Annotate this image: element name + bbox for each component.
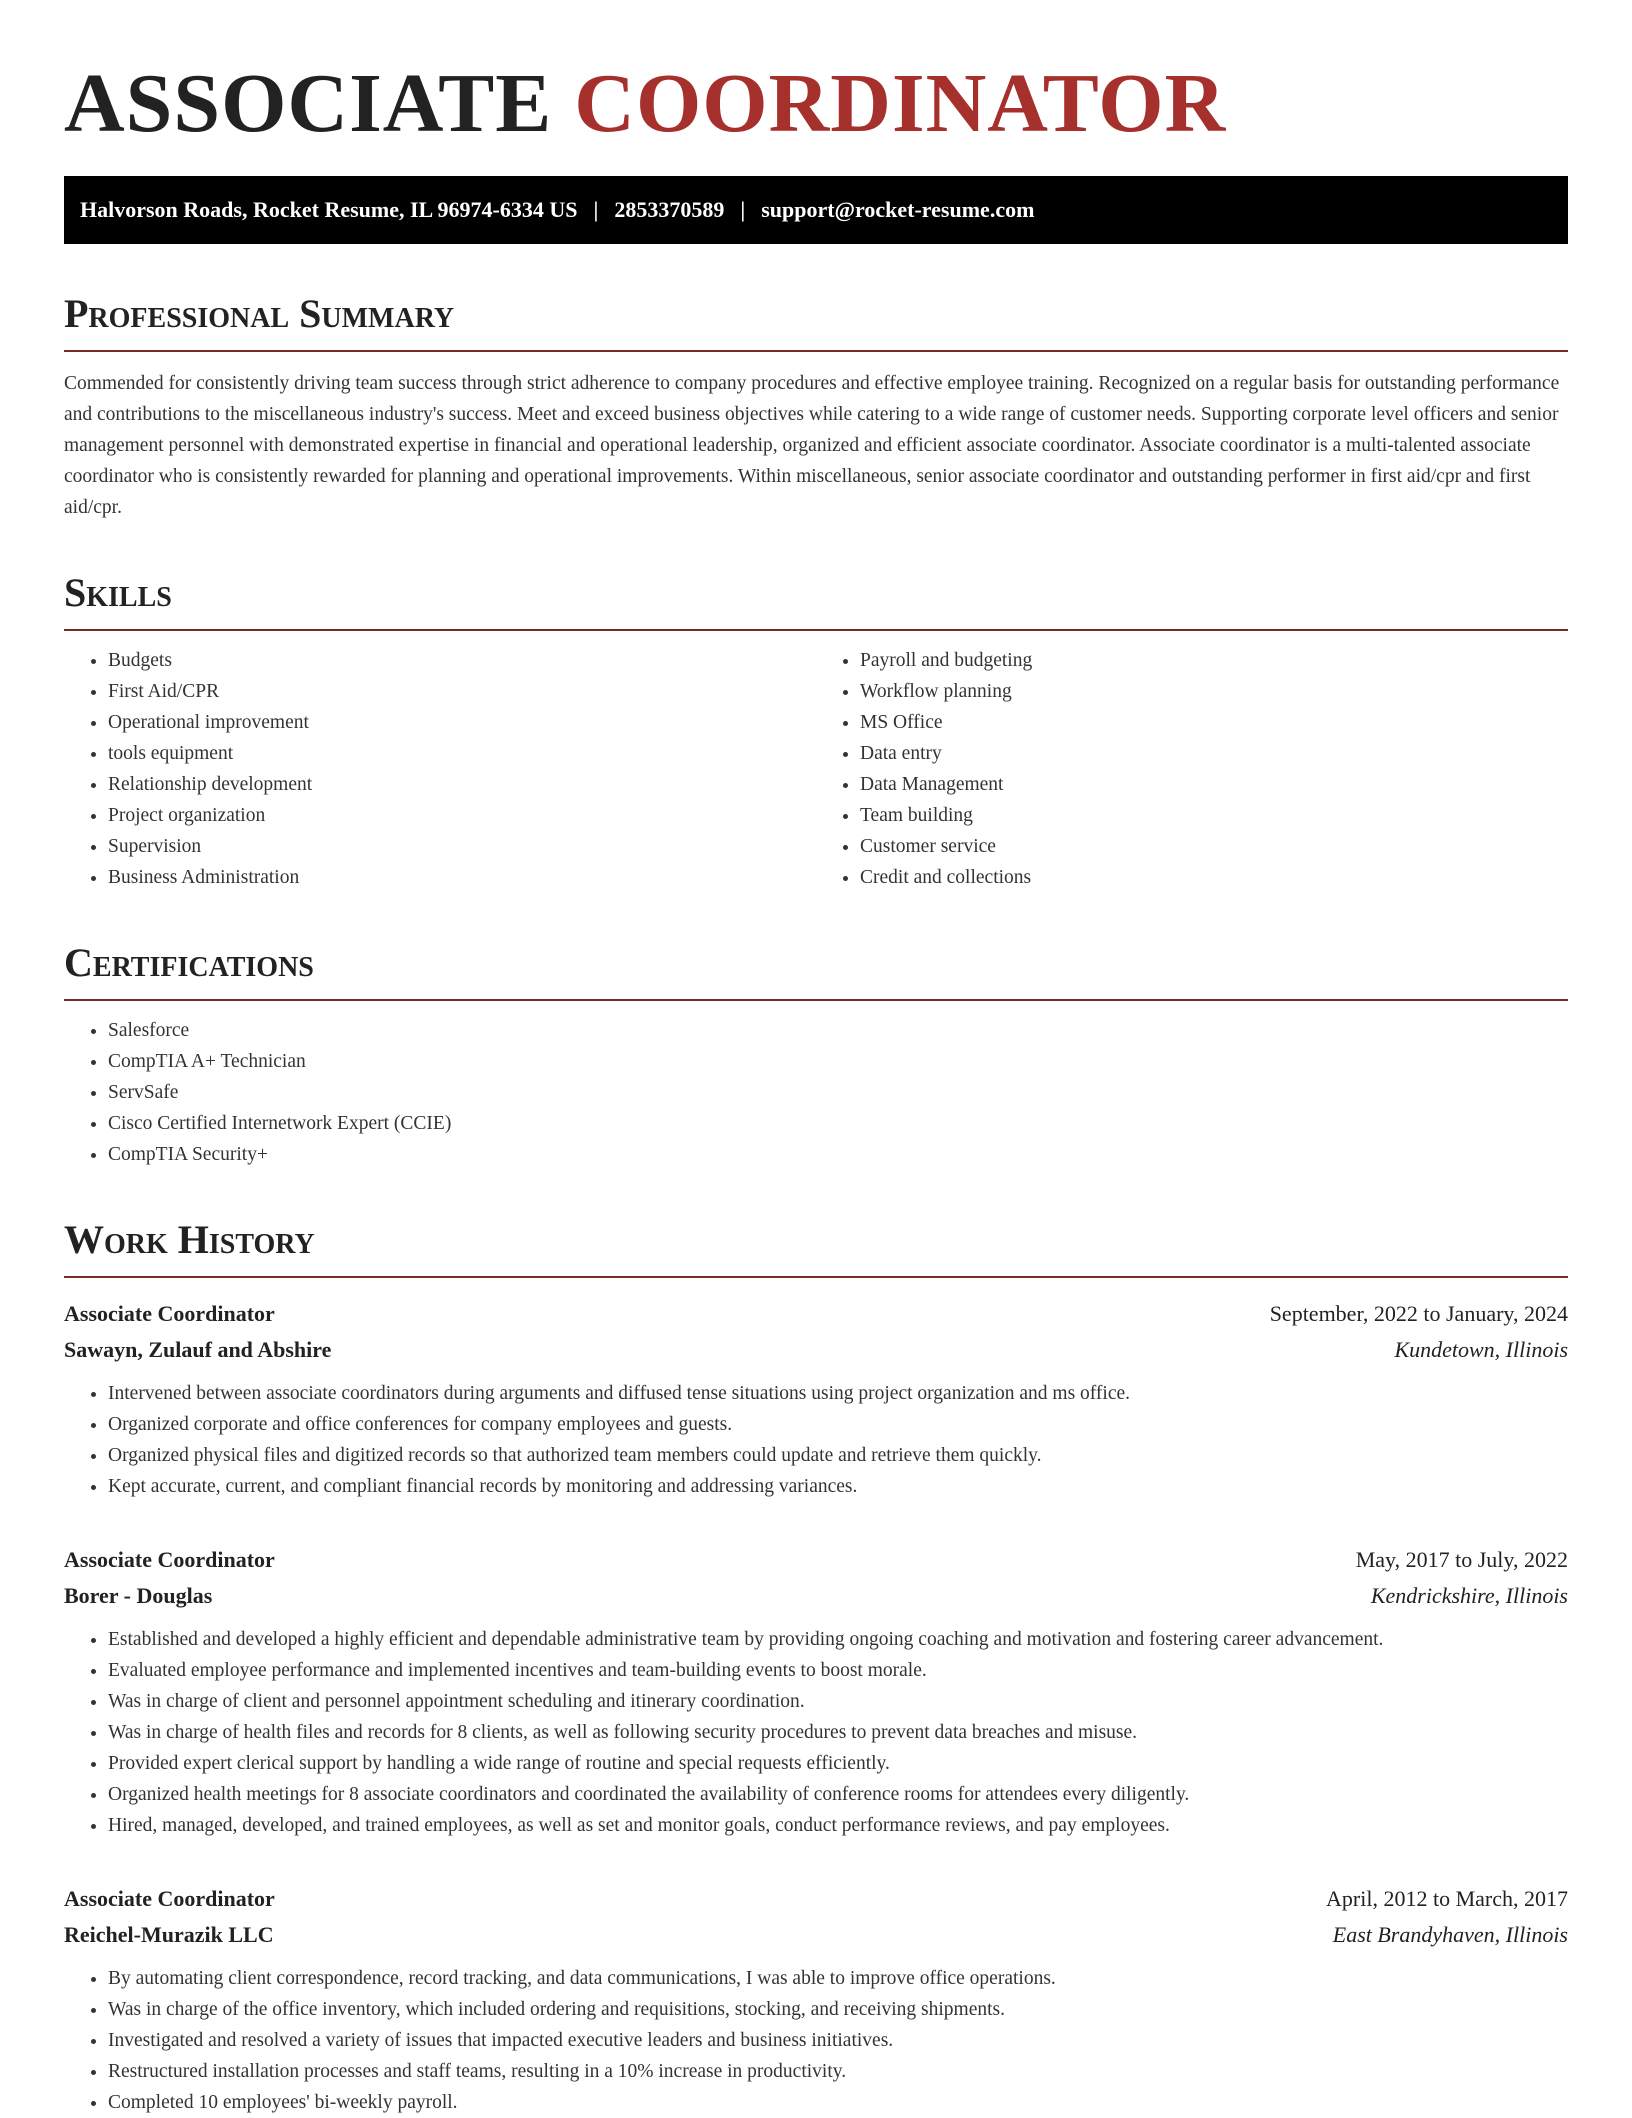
contact-address: Halvorson Roads, Rocket Resume, IL 96974-6334 US [80,197,578,222]
job-company: Reichel-Murazik LLC [64,1922,274,1947]
skills-columns [64,631,1568,893]
certification-item: • Cisco Certified Internetwork Expert (CCIE) [108,1108,1568,1139]
job-bullet: • Was in charge of health files and records for 8 clients, as well as following security procedures to prevent data breaches and misuse. [108,1717,1568,1748]
contact-bar [64,176,1568,244]
skills-section [64,567,1568,893]
job-bullet: • Restructured installation processes and staff teams, resulting in a 10% increase in productivity. [108,2056,1568,2087]
job-entry [64,1542,1568,1841]
job-bullet: • Established and developed a highly efficient and dependable administrative team by providing ongoing coaching and motivation and fostering career advancement. [108,1624,1568,1655]
section-title-skills: Skills [64,567,1568,631]
skill-item: • Credit and collections [860,862,1568,893]
skill-item: • Operational improvement [108,707,816,738]
job-entry [64,1881,1568,2118]
section-title-summary: Professional Summary [64,288,1568,352]
skill-item: • Data entry [860,738,1568,769]
job-bullet: • Kept accurate, current, and compliant financial records by monitoring and addressing variances. [108,1471,1568,1502]
contact-separator: | [740,197,746,222]
job-location: Kendrickshire, Illinois [1370,1583,1568,1608]
job-bullet: • Hired, managed, developed, and trained employees, as well as set and monitor goals, conduct performance reviews, and pay employees. [108,1810,1568,1841]
job-company-row [64,1578,1568,1614]
job-company-row [64,1917,1568,1953]
contact-email: support@rocket-resume.com [761,197,1035,222]
job-bullets [64,1378,1568,1502]
job-bullet: • Evaluated employee performance and implemented incentives and team-building events to boost morale. [108,1655,1568,1686]
skill-item: • Project organization [108,800,816,831]
skill-item: • Supervision [108,831,816,862]
skill-item: • Workflow planning [860,676,1568,707]
contact-phone: 2853370589 [614,197,725,222]
certifications-list [64,1015,1568,1170]
skill-item: • Relationship development [108,769,816,800]
skill-item: • Data Management [860,769,1568,800]
job-title: Associate Coordinator [64,1547,275,1572]
skill-item: • tools equipment [108,738,816,769]
resume-name [64,56,1568,152]
job-entry [64,1296,1568,1502]
job-dates: April, 2012 to March, 2017 [1326,1886,1568,1911]
first-name: ASSOCIATE [64,57,553,150]
job-location: Kundetown, Illinois [1394,1337,1568,1362]
job-title: Associate Coordinator [64,1301,275,1326]
certification-item: • ServSafe [108,1077,1568,1108]
contact-separator: | [593,197,599,222]
skill-item: • MS Office [860,707,1568,738]
job-company-row [64,1332,1568,1368]
job-dates: September, 2022 to January, 2024 [1269,1301,1568,1326]
job-bullet: • Was in charge of client and personnel appointment scheduling and itinerary coordination. [108,1686,1568,1717]
summary-text: Commended for consistently driving team success through strict adherence to company procedures and effective employee training. Recognized on a regular basis for outstanding performance and contributions to the miscellaneous industry's success. Meet and exceed business objectives while catering to a wide range of customer needs. Supporting corporate level officers and senior management personnel with demonstrated expertise in financial and operational leadership, organized and efficient associate coordinator. Associate coordinator is a multi-talented associate coordinator who is consistently rewarded for planning and operational improvements. Within miscellaneous, senior associate coordinator and outstanding performer in first aid/cpr and first aid/cpr. [64,373,1560,518]
job-title: Associate Coordinator [64,1886,275,1911]
certification-item: • Salesforce [108,1015,1568,1046]
section-title-work-history: Work History [64,1214,1568,1278]
job-location: East Brandyhaven, Illinois [1332,1922,1568,1947]
last-name: COORDINATOR [574,57,1227,150]
job-bullets [64,1963,1568,2118]
summary-section [64,288,1568,523]
job-bullet: • Intervened between associate coordinators during arguments and diffused tense situations using project organization and ms office. [108,1378,1568,1409]
skill-item: • Payroll and budgeting [860,645,1568,676]
certifications-section [64,937,1568,1170]
job-bullet: • Completed 10 employees' bi-weekly payroll. [108,2087,1568,2118]
job-bullet: • Provided expert clerical support by handling a wide range of routine and special requests efficiently. [108,1748,1568,1779]
certification-item: • CompTIA A+ Technician [108,1046,1568,1077]
job-bullet: • Organized physical files and digitized records so that authorized team members could update and retrieve them quickly. [108,1440,1568,1471]
skill-item: • Business Administration [108,862,816,893]
job-header-row [64,1881,1568,1917]
skill-item: • First Aid/CPR [108,676,816,707]
certification-item: • CompTIA Security+ [108,1139,1568,1170]
skill-item: • Customer service [860,831,1568,862]
job-bullet: • Organized health meetings for 8 associate coordinators and coordinated the availability of conference rooms for attendees every diligently. [108,1779,1568,1810]
section-title-certifications: Certifications [64,937,1568,1001]
job-bullet: • Investigated and resolved a variety of issues that impacted executive leaders and business initiatives. [108,2025,1568,2056]
job-company: Borer - Douglas [64,1583,213,1608]
job-dates: May, 2017 to July, 2022 [1355,1547,1568,1572]
job-bullet: • Organized corporate and office conferences for company employees and guests. [108,1409,1568,1440]
skills-list-right [816,645,1568,893]
job-company: Sawayn, Zulauf and Abshire [64,1337,332,1362]
skill-item: • Budgets [108,645,816,676]
job-bullets [64,1624,1568,1841]
job-bullet: • Was in charge of the office inventory, which included ordering and requisitions, stocking, and receiving shipments. [108,1994,1568,2025]
skills-list-left [64,645,816,893]
skill-item: • Team building [860,800,1568,831]
work-history-section [64,1214,1568,2118]
job-bullet: • By automating client correspondence, record tracking, and data communications, I was able to improve office operations. [108,1963,1568,1994]
job-header-row [64,1542,1568,1578]
job-header-row [64,1296,1568,1332]
